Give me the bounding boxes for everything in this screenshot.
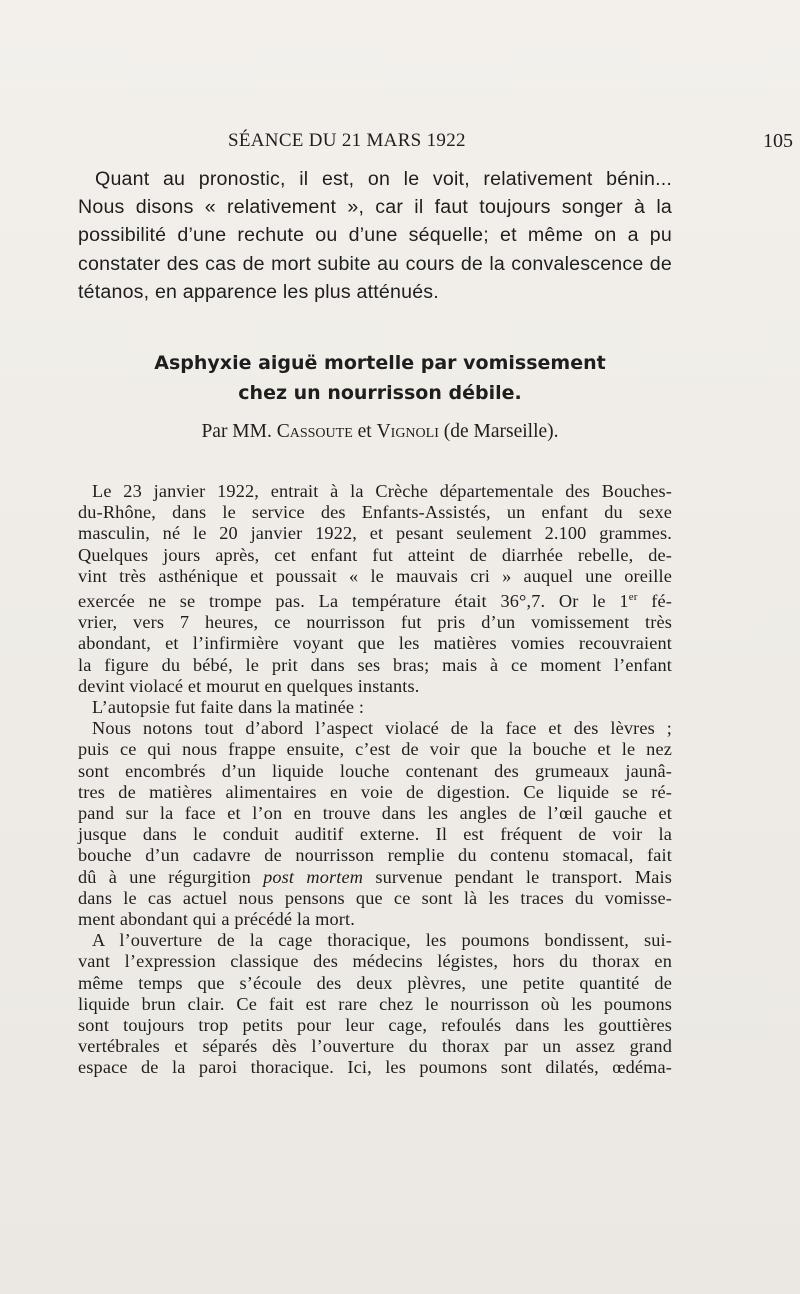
intro-line: tétanos, en apparence les plus atténués. [78,280,439,303]
authors-prefix: Par MM. [201,421,272,442]
body-line-part: exercée ne se trompe pas. La température était 36°,7. Or le 1 [78,591,629,612]
body-line: la figure du bébé, le prit dans ses bras; mais à ce moment l’enfant [78,654,672,675]
body-line: même temps que s’écoule des deux plèvres, une petite quantité de [78,972,672,993]
body-line [78,867,672,888]
body-line: dans le cas actuel nous pensons que ce sont là les traces du vomisse- [78,887,672,908]
body-line: jusque dans le conduit auditif externe. Il est fréquent de voir la [78,824,672,845]
body-line-part: survenue pendant le transport. Mais [375,866,672,887]
body-line-part: fé- [651,591,672,612]
body-line: masculin, né le 20 janvier 1922, et pesant seulement 2.100 grammes. [78,523,672,544]
body-line: vint très asthénique et poussait « le mauvais cri » auquel une oreille [78,565,672,586]
body-line: vrier, vers 7 heures, ce nourrisson fut pris d’un vomissement très [78,612,672,633]
author-name: Cassoute [276,421,353,442]
body-paragraph [78,697,672,718]
body-line: A l’ouverture de la cage thoracique, les poumons bondissent, sui- [92,930,672,951]
body-line: espace de la paroi thoracique. Ici, les poumons sont dilatés, œdéma- [78,1057,672,1078]
intro-line: Quant au pronostic, il est, on le voit, relativement bénin... [95,168,672,190]
running-title: SÉANCE DU 21 MARS 1922 [228,130,466,151]
body-line: sont encombrés d’un liquide louche contenant des grumeaux jaunâ- [78,760,672,781]
page-number: 105 [763,130,793,152]
authors-place: (de Marseille). [443,421,559,442]
article-title [100,348,660,408]
body-line: tres de matières alimentaires en voie de digestion. Ce liquide se ré- [78,781,672,802]
body-line: du-Rhône, dans le service des Enfants-Assistés, un enfant du sexe [78,502,672,523]
article-title-line: chez un nourrisson débile. [238,382,522,404]
body-paragraph [78,930,672,1078]
body-paragraph [78,481,672,697]
body-paragraph [78,718,672,930]
intro-line: constater des cas de mort subite au cours de la convalescence de [78,252,672,275]
italic-phrase: post mortem [263,866,364,887]
body-line [78,587,672,612]
body-line: pand sur la face et l’on en trouve dans les angles de l’œil gauche et [78,803,672,824]
body-line: liquide brun clair. Ce fait est rare chez le nourrisson où les poumons [78,993,672,1014]
body-line-part: dû à une régurgition [78,866,251,887]
author-name: Vignoli [376,421,439,442]
superscript: er [628,591,638,604]
body-line: Le 23 janvier 1922, entrait à la Crèche départementale des Bouches- [92,481,672,501]
body-line: Nous notons tout d’abord l’aspect violacé de la face et des lèvres ; [92,718,672,739]
running-header [228,128,793,154]
body-line: L’autopsie fut faite dans la matinée : [92,697,365,718]
body-line: sont toujours trop petits pour leur cage, refoulés dans les gouttières [78,1015,672,1036]
intro-line: possibilité d’une rechute ou d’une séquelle; et même on a pu [78,224,672,247]
authors-and: et [357,421,372,442]
intro-line: Nous disons « relativement », car il faut toujours songer à la [78,196,672,219]
body-line: vertébrales et séparés dès l’ouverture du thorax par un assez grand [78,1036,672,1057]
article-title-line: Asphyxie aiguë mortelle par vomissement [154,352,606,374]
article-authors [100,421,660,443]
intro-paragraph [78,165,672,306]
body-line: Quelques jours après, cet enfant fut atteint de diarrhée rebelle, de- [78,544,672,565]
body-line: puis ce qui nous frappe ensuite, c’est de voir que la bouche et le nez [78,739,672,760]
body-line: devint violacé et mourut en quelques instants. [78,675,420,696]
body-line: abondant, et l’infirmière voyant que les matières vomies recouvraient [78,633,672,654]
body-line: vant l’expression classique des médecins légistes, hors du thorax en [78,951,672,972]
body-line: bouche d’un cadavre de nourrisson remplie du contenu stomacal, fait [78,845,672,866]
body-line: ment abondant qui a précédé la mort. [78,909,355,930]
article-body [78,481,672,1079]
